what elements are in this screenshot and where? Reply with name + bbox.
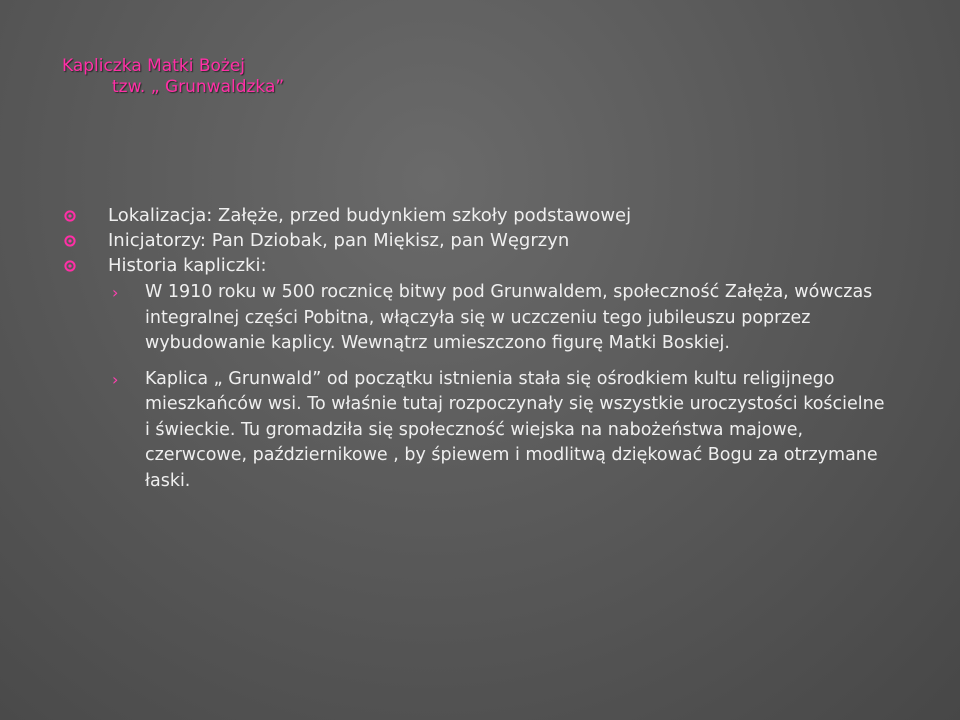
title-line-2: tzw. „ Grunwaldzka” xyxy=(112,77,285,97)
slide-content xyxy=(64,203,894,504)
bullet-text: Inicjatorzy: Pan Dziobak, pan Miękisz, pan Węgrzyn xyxy=(108,230,570,251)
chevron-right-icon: › xyxy=(112,369,119,389)
chevron-right-icon: › xyxy=(112,283,119,302)
sub-bullet-list xyxy=(64,280,894,494)
bullet-text: Lokalizacja: Załęże, przed budynkiem szkoły podstawowej xyxy=(108,205,632,226)
sub-bullet-text: W 1910 roku w 500 rocznicę bitwy pod Grunwaldem, społeczność Załęża, wówczas integralnej części Pobitna, włączyła się w uczczeniu tego jubileuszu poprzez wybudowanie kaplicy. Wewnątrz umieszczono figurę Matki Boskiej. xyxy=(145,282,873,353)
sub-bullet-item xyxy=(64,367,894,495)
sub-bullet-item xyxy=(64,280,894,357)
slide-title xyxy=(62,56,284,98)
ring-bullet-icon xyxy=(64,210,76,222)
bullet-item xyxy=(64,253,894,278)
ring-bullet-icon xyxy=(64,235,76,247)
bullet-item xyxy=(64,203,894,228)
title-line-1: Kapliczka Matki Bożej xyxy=(62,56,246,76)
bullet-item xyxy=(64,228,894,253)
ring-bullet-icon xyxy=(64,260,76,272)
bullet-text: Historia kapliczki: xyxy=(108,255,267,276)
sub-bullet-text: Kaplica „ Grunwald” od początku istnienia stała się ośrodkiem kultu religijnego mieszkańców wsi. To właśnie tutaj rozpoczynały się wszystkie uroczystości kościelne i świeckie. Tu gromadziła się społeczność wiejska na nabożeństwa majowe, czerwcowe, październikowe , by śpiewem i modlitwą dziękować Bogu za otrzymane łaski. xyxy=(145,368,885,491)
